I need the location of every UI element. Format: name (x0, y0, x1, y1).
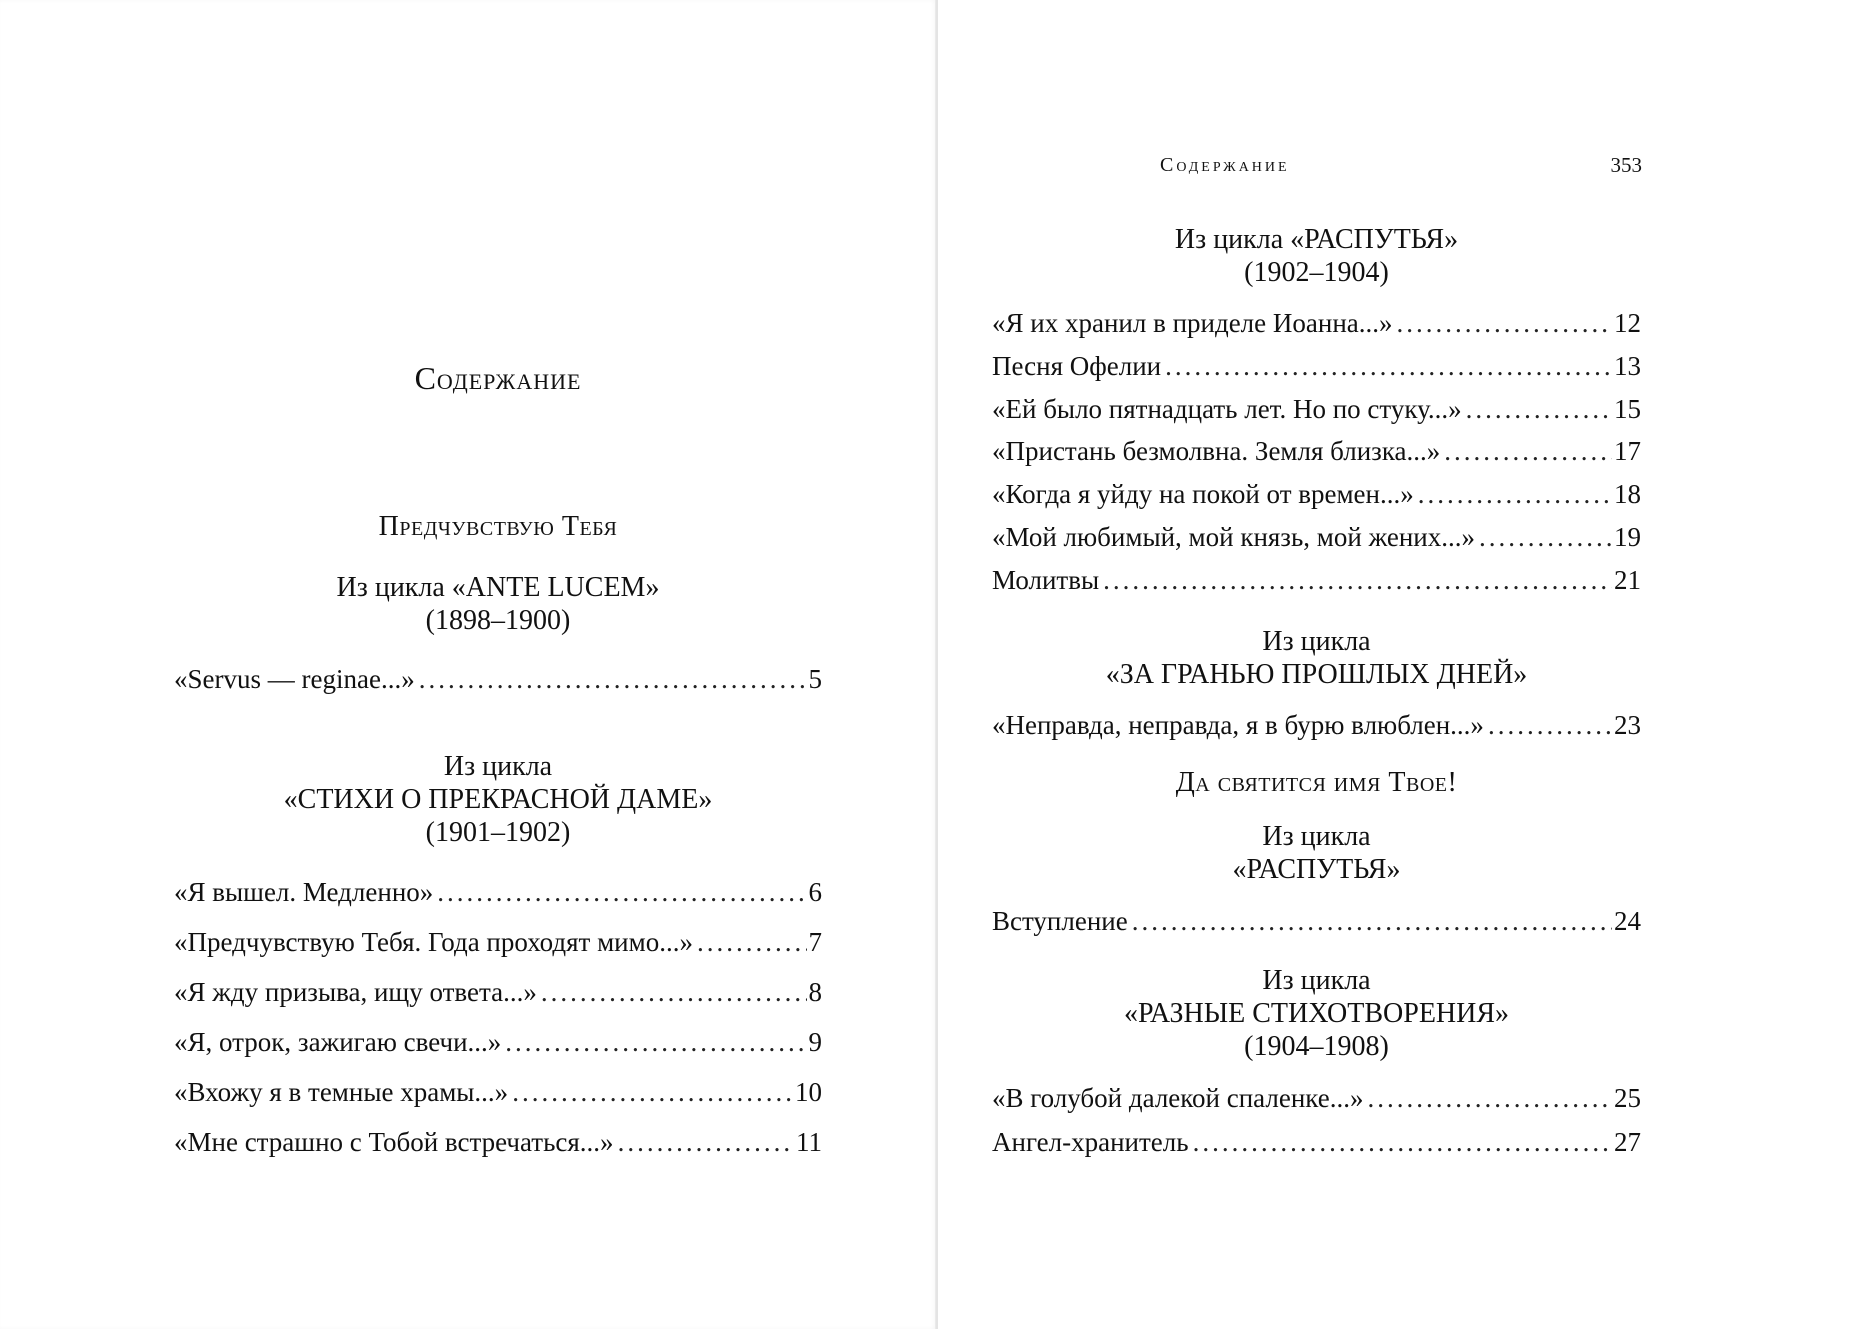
dot-leader (512, 1075, 793, 1109)
entry-page: 10 (795, 1077, 822, 1107)
entry-page: 21 (1614, 565, 1641, 595)
dot-leader (505, 1025, 806, 1059)
cycle-heading (992, 223, 1641, 289)
cycle-heading-line: (1898–1900) (425, 605, 571, 636)
toc-entry (174, 1125, 822, 1159)
entry-title: «Я вышел. Медленно» (174, 877, 434, 907)
cycle-heading-line: Из цикла «РАСПУТЬЯ» (1174, 224, 1459, 255)
cycle-heading-line: (1901–1902) (425, 817, 571, 848)
entry-page: 5 (808, 664, 822, 694)
entry-title: «В голубой далекой спаленке...» (992, 1083, 1364, 1113)
cycle-heading-line: Из цикла (1262, 821, 1371, 852)
entry-page: 17 (1614, 436, 1641, 466)
entry-title: Вступление (992, 906, 1128, 936)
toc-entry (992, 477, 1641, 511)
contents-title: Содержание (414, 360, 582, 396)
dot-leader (1397, 306, 1612, 340)
dot-leader (618, 1125, 794, 1159)
dot-leader (1418, 477, 1612, 511)
entry-page: 6 (808, 877, 822, 907)
dot-leader (1488, 708, 1612, 742)
dot-leader (1132, 904, 1612, 938)
entry-page: 12 (1614, 308, 1641, 338)
entry-title: «Я их хранил в приделе Иоанна...» (992, 308, 1393, 338)
toc-entry (174, 875, 822, 909)
toc-entry (992, 392, 1641, 426)
cycle-heading-line: «РАСПУТЬЯ» (1232, 854, 1401, 885)
section-title: Да святится имя Твое! (1175, 767, 1458, 798)
toc-entry (992, 563, 1641, 597)
entry-page: 27 (1614, 1127, 1641, 1157)
entry-page: 13 (1614, 351, 1641, 381)
entry-title: «Ей было пятнадцать лет. Но по стуку...» (992, 394, 1462, 424)
toc-entry (174, 1025, 822, 1059)
entry-title: «Я жду призыва, ищу ответа...» (174, 977, 537, 1007)
cycle-heading (992, 625, 1641, 691)
dot-leader (1165, 349, 1612, 383)
entry-title: «Мне страшно с Тобой встречаться...» (174, 1127, 614, 1157)
cycle-heading (992, 964, 1641, 1063)
entry-title: «Я, отрок, зажигаю свечи...» (174, 1027, 502, 1057)
dot-leader (697, 925, 807, 959)
entry-title: «Неправда, неправда, я в бурю влюблен...» (992, 710, 1484, 740)
entry-page: 19 (1614, 522, 1641, 552)
entry-title: «Мой любимый, мой князь, мой жених...» (992, 522, 1476, 552)
running-head: Содержание (1160, 154, 1290, 176)
toc-entry (174, 925, 822, 959)
toc-entry (174, 975, 822, 1009)
cycle-heading-line: «СТИХИ О ПРЕКРАСНОЙ ДАМЕ» (283, 784, 713, 815)
entry-title: Молитвы (992, 565, 1100, 595)
entry-title: «Вхожу я в темные храмы...» (174, 1077, 509, 1107)
cycle-heading-line: (1904–1908) (1244, 1031, 1389, 1062)
entry-page: 24 (1614, 906, 1641, 936)
toc-entry (174, 662, 822, 696)
entry-page: 8 (808, 977, 822, 1007)
toc-entry (174, 1075, 822, 1109)
entry-page: 7 (808, 927, 822, 957)
cycle-heading-line: Из цикла (443, 751, 553, 782)
entry-page: 9 (808, 1027, 822, 1057)
toc-entry (992, 1081, 1641, 1115)
dot-leader (419, 662, 807, 696)
toc-entry (992, 434, 1641, 468)
toc-entry (992, 520, 1641, 554)
toc-entry (992, 349, 1641, 383)
entry-title: Ангел-хранитель (992, 1127, 1189, 1157)
page-number: 353 (1610, 153, 1642, 177)
entry-page: 15 (1614, 394, 1641, 424)
cycle-heading-line: Из цикла (1262, 965, 1371, 996)
cycle-heading-line: «ЗА ГРАНЬЮ ПРОШЛЫХ ДНЕЙ» (1105, 659, 1528, 690)
cycle-heading-line: «РАЗНЫЕ СТИХОТВОРЕНИЯ» (1123, 998, 1510, 1029)
entry-title: «Предчувствую Тебя. Года проходят мимо...» (174, 927, 693, 957)
dot-leader (1479, 520, 1612, 554)
cycle-heading (174, 750, 822, 849)
toc-entry (992, 708, 1641, 742)
toc-entry (992, 904, 1641, 938)
section-title: Предчувствую Тебя (378, 511, 618, 542)
entry-page: 25 (1614, 1083, 1641, 1113)
right-page (938, 0, 1861, 1329)
entry-page: 23 (1614, 710, 1641, 740)
entry-page: 11 (796, 1127, 822, 1157)
dot-leader (1367, 1081, 1612, 1115)
cycle-heading-line: (1902–1904) (1244, 257, 1389, 288)
cycle-heading (174, 571, 822, 637)
toc-entry (992, 306, 1641, 340)
entry-title: «Servus — reginae...» (174, 664, 415, 694)
entry-title: «Пристань безмолвна. Земля близка...» (992, 436, 1441, 466)
entry-page: 18 (1614, 479, 1641, 509)
cycle-heading (992, 820, 1641, 886)
entry-title: Песня Офелии (992, 351, 1162, 381)
dot-leader (541, 975, 807, 1009)
toc-entry (992, 1125, 1641, 1159)
dot-leader (1193, 1125, 1612, 1159)
dot-leader (1444, 434, 1612, 468)
cycle-heading-line: Из цикла (1262, 626, 1371, 657)
dot-leader (437, 875, 806, 909)
dot-leader (1103, 563, 1612, 597)
entry-title: «Когда я уйду на покой от времен...» (992, 479, 1414, 509)
dot-leader (1466, 392, 1612, 426)
cycle-heading-line: Из цикла «ANTE LUCEM» (336, 572, 660, 603)
